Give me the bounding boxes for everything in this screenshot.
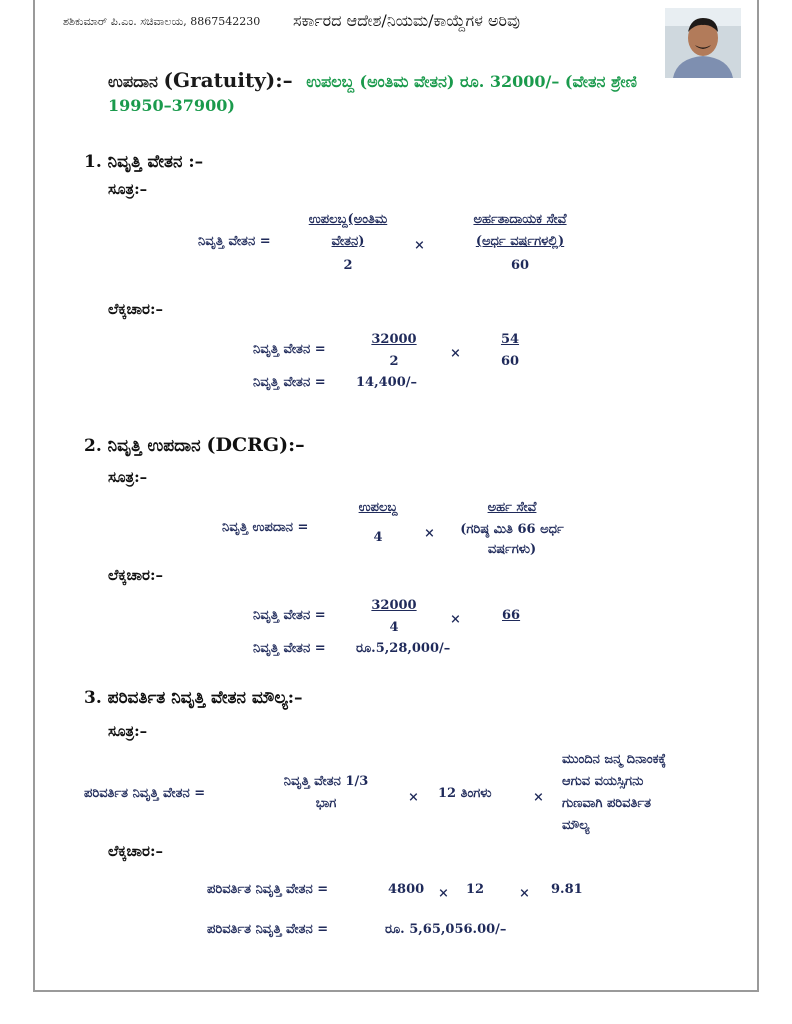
s1-num1a: ಉಪಲಬ್ದ(ಅಂತಿಮ [308,212,388,227]
s2-times: × [424,526,435,541]
s3-t1a: ನಿವೃತ್ತಿ ವೇತನ 1/3 [283,774,369,789]
section-2-calc-label: ಲೆಕ್ಕಚಾರ:– [108,566,164,584]
s1-calc-times: × [450,346,461,361]
s3-result: ರೂ. 5,65,056.00/– [385,922,507,937]
s2-num1: ಉಪಲಬ್ದ [358,500,398,515]
s1-formula-lhs: ನಿವೃತ್ತಿ ವೇತನ = [198,234,271,249]
s3-t3b: ಆಗುವ ವಯಸ್ಸಿಗನು [562,774,644,789]
s1-calc-den2: 60 [500,354,520,369]
s1-num2a: ಅರ್ಹತಾದಾಯಕ ಸೇವೆ [473,212,567,227]
s1-den2: 60 [510,258,530,273]
s3-calc-times-2: × [519,886,530,901]
s2-calc-den1: 4 [389,620,399,635]
s1-result-lhs: ನಿವೃತ್ತಿ ವೇತನ = [253,375,326,390]
s1-calc-lhs: ನಿವೃತ್ತಿ ವೇತನ = [253,342,326,357]
s3-calc-v2: 12 [466,882,485,897]
s1-calc-num2: 54 [500,332,520,347]
s3-calc-v1: 4800 [388,882,425,897]
section-2-formula-label: ಸೂತ್ರ:– [108,468,148,486]
title-kn: ಉಪದಾನ [108,72,158,91]
s2-heading-kn: 2. ನಿವೃತ್ತಿ ಉಪದಾನ [84,436,201,456]
s2-den2b: ವರ್ಷಗಳು) [487,542,537,557]
s3-calc-lhs: ಪರಿವರ್ತಿತ ನಿವೃತ್ತಿ ವೇತನ = [207,882,329,897]
s1-calc-num1: 32000 [371,332,417,347]
s2-den2a: (ಗರಿಷ್ಠ ಮಿತಿ 66 ಅರ್ಧ [460,522,564,537]
s1-calc-den1: 2 [389,354,399,369]
s3-calc-v3: 9.81 [551,882,583,897]
s2-result-lhs: ನಿವೃತ್ತಿ ವೇತನ = [253,641,326,656]
s2-num2: ಅರ್ಹ ಸೇವೆ [487,500,537,515]
s3-calc-times-1: × [438,886,449,901]
s1-den1: 2 [343,258,353,273]
s1-num1b: ವೇತನ) [331,234,365,249]
s2-den1: 4 [373,530,383,545]
s3-result-lhs: ಪರಿವರ್ತಿತ ನಿವೃತ್ತಿ ವೇತನ = [207,922,329,937]
s1-result: 14,400/– [356,375,418,390]
s3-t1b: ಭಾಗ [315,796,337,811]
s3-t3c: ಗುಣವಾಗಿ ಪರಿವರ್ತಿತ [562,796,652,811]
s2-formula-lhs: ನಿವೃತ್ತಿ ಉಪದಾನ = [222,520,309,535]
s1-times: × [414,238,425,253]
section-2-heading [84,434,305,456]
header-title: ಸರ್ಕಾರದ ಆದೇಶ/ನಿಯಮ/ಕಾಯ್ದೆಗಳ ಅರಿವು [293,11,521,30]
s3-times-2: × [533,790,544,805]
section-1-heading: 1. ನಿವೃತ್ತಿ ವೇತನ :– [84,152,204,172]
section-3-formula-label: ಸೂತ್ರ:– [108,722,148,740]
s2-calc-times: × [450,612,461,627]
gratuity-title [108,68,637,92]
section-1-formula-label: ಸೂತ್ರ:– [108,180,148,198]
s3-t3a: ಮುಂದಿನ ಜನ್ಮ ದಿನಾಂಕಕ್ಕೆ [562,752,667,767]
s3-times-1: × [408,790,419,805]
title-detail-2: 19950–37900) [108,96,235,115]
s2-heading-en: (DCRG):– [206,434,305,456]
section-1-calc-label: ಲೆಕ್ಕಚಾರ:– [108,300,164,318]
title-detail: ಉಪಲಬ್ದ (ಅಂತಿಮ ವೇತನ) ರೂ. 32000/– (ವೇತನ ಶ್ರೇಣಿ [306,72,637,91]
s2-calc-num1: 32000 [371,598,417,613]
person-photo-icon [665,8,741,78]
s2-calc-val2: 66 [502,608,521,623]
s2-result: ರೂ.5,28,000/– [356,641,451,656]
s1-num2b: (ಅರ್ಧ ವರ್ಷಗಳಲ್ಲಿ) [475,234,565,249]
header-author: ಶಶಿಕುಮಾರ್ ಪಿ.ಎಂ. ಸಚಿವಾಲಯ, 8867542230 [63,15,261,28]
s3-t3d: ಮೌಲ್ಯ [562,818,590,833]
section-3-calc-label: ಲೆಕ್ಕಚಾರ:– [108,842,164,860]
s3-formula-lhs: ಪರಿವರ್ತಿತ ನಿವೃತ್ತಿ ವೇತನ = [84,786,206,801]
s3-t2: 12 ತಿಂಗಳು [438,786,492,801]
s2-calc-lhs: ನಿವೃತ್ತಿ ವೇತನ = [253,608,326,623]
section-3-heading: 3. ಪರಿವರ್ತಿತ ನಿವೃತ್ತಿ ವೇತನ ಮೌಲ್ಯ:– [84,688,303,708]
author-photo [665,8,741,78]
title-en: (Gratuity):– [163,68,293,92]
